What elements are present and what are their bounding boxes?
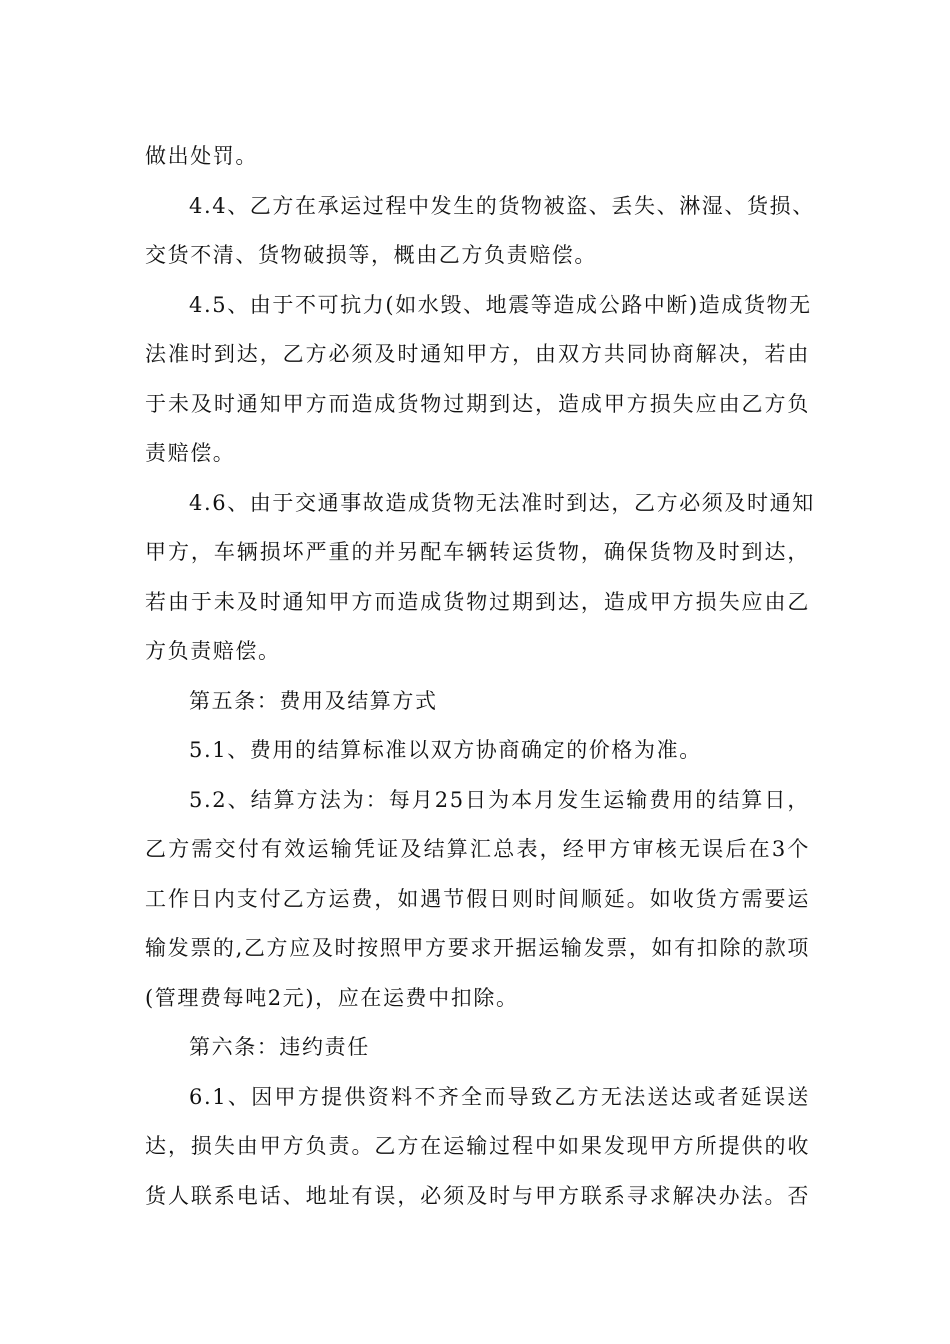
text-line: 第六条：违约责任 [189,1035,370,1059]
text-line: 工作日内支付乙方运费，如遇节假日则时间顺延。如收货方需要运 [145,886,810,911]
text-line: 达，损失由甲方负责。乙方在运输过程中如果发现甲方所提供的收 [145,1134,810,1158]
text-line: 甲方，车辆损坏严重的并另配车辆转运货物，确保货物及时到达， [145,540,810,564]
document-body [145,132,815,1221]
text-line: 责赔偿。 [145,441,236,465]
text-line: 5.2、结算方法为：每月25日为本月发生运输费用的结算日， [189,787,810,812]
text-line: 方负责赔偿。 [145,639,281,663]
text-line: 4.5、由于不可抗力(如水毁、地震等造成公路中断)造成货物无 [189,292,812,317]
text-line: 货人联系电话、地址有误，必须及时与甲方联系寻求解决办法。否 [145,1183,810,1208]
text-line: 做出处罚。 [145,144,258,168]
text-line: 交货不清、货物破损等，概由乙方负责赔偿。 [145,243,597,267]
text-line: (管理费每吨2元)，应在运费中扣除。 [145,985,519,1010]
text-line: 若由于未及时通知甲方而造成货物过期到达，造成甲方损失应由乙 [145,589,810,614]
text-line: 输发票的,乙方应及时按照甲方要求开据运输发票，如有扣除的款项 [145,936,810,960]
text-line: 第五条：费用及结算方式 [189,688,438,713]
text-line: 乙方需交付有效运输凭证及结算汇总表，经甲方审核无误后在3个 [145,837,810,861]
text-line: 法准时到达，乙方必须及时通知甲方，由双方共同协商解决，若由 [145,342,810,366]
text-line: 4.4、乙方在承运过程中发生的货物被盗、丢失、淋湿、货损、 [189,193,815,218]
text-line: 于未及时通知甲方而造成货物过期到达，造成甲方损失应由乙方负 [145,391,810,416]
text-line: 6.1、因甲方提供资料不齐全而导致乙方无法送达或者延误送 [189,1084,810,1109]
text-line: 4.6、由于交通事故造成货物无法准时到达，乙方必须及时通知 [189,490,815,515]
text-line: 5.1、费用的结算标准以双方协商确定的价格为准。 [189,738,702,762]
